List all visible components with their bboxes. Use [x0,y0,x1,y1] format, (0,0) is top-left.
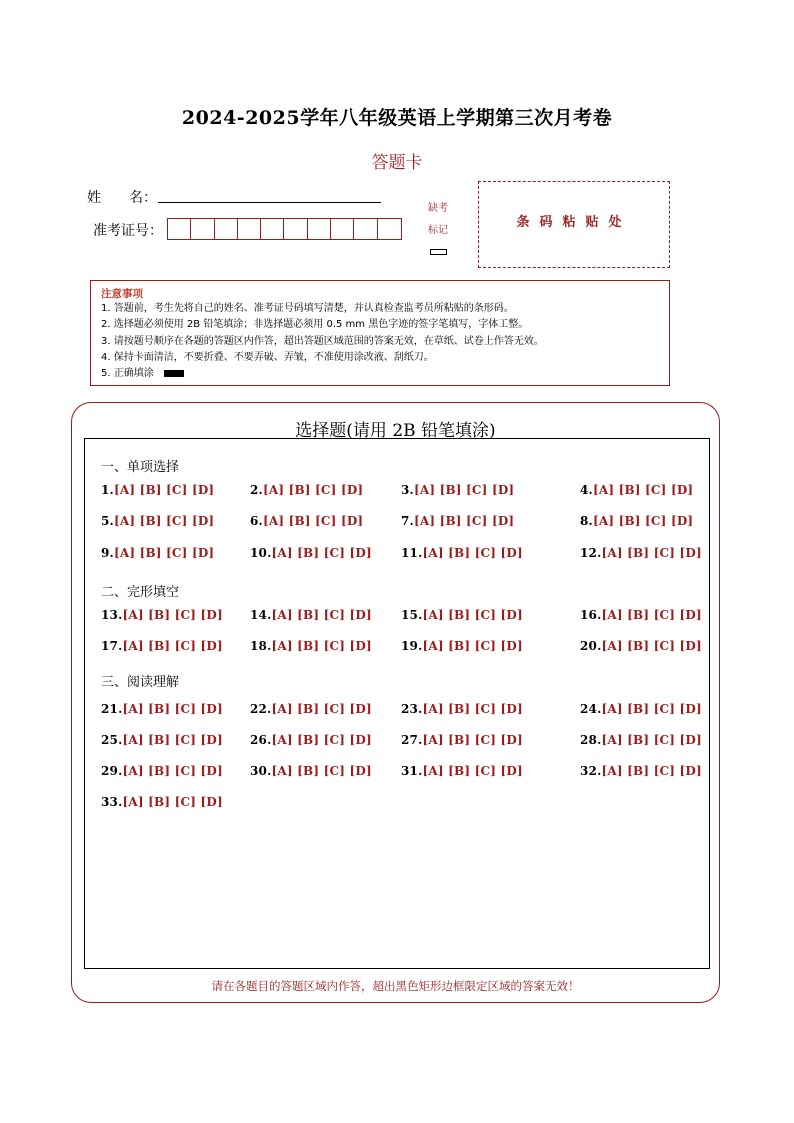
question-number: 5. [101,514,114,528]
question-item [401,546,523,560]
question-item [580,483,693,497]
answer-options[interactable]: [A] [B] [C] [D] [422,733,523,747]
answer-options[interactable]: [A] [B] [C] [D] [601,639,702,653]
question-item [580,546,702,560]
answer-options[interactable]: [A] [B] [C] [D] [422,546,523,560]
answer-options[interactable]: [A] [B] [C] [D] [592,514,694,528]
question-number: 11. [401,546,423,560]
question-number: 33. [101,795,123,809]
notice-title: 注意事项 [101,288,143,300]
absent-mark-label [420,198,456,242]
answer-options[interactable]: [A] [B] [C] [D] [113,546,215,560]
absent-label-line-1: 缺考 [428,203,448,214]
exam-id-digit-box[interactable] [354,219,377,239]
answer-options[interactable]: [A] [B] [C] [D] [413,514,515,528]
question-item [401,514,514,528]
notice-item: 4. 保持卡面清洁，不要折叠、不要弄破、弄皱，不准使用涂改液、刮纸刀。 [101,351,434,363]
answer-options[interactable]: [A] [B] [C] [D] [601,702,702,716]
question-item [250,546,372,560]
answer-options[interactable]: [A] [B] [C] [D] [122,795,223,809]
page-title: 2024-2025学年八年级英语上学期第三次月考卷 [181,107,613,129]
question-item [101,514,214,528]
question-item [250,639,372,653]
answer-options[interactable]: [A] [B] [C] [D] [422,702,523,716]
question-item [101,608,223,622]
question-item [401,764,523,778]
answer-options[interactable]: [A] [B] [C] [D] [601,764,702,778]
absent-mark-box[interactable] [430,249,447,255]
question-item [580,608,702,622]
answer-options[interactable]: [A] [B] [C] [D] [122,764,223,778]
question-item [101,795,223,809]
question-item [401,639,523,653]
question-item [250,483,363,497]
question-number: 15. [401,608,423,622]
name-label: 姓 名： [87,190,157,206]
exam-id-digit-box[interactable] [168,219,191,239]
question-number: 14. [250,608,272,622]
question-number: 31. [401,764,423,778]
question-item [101,546,214,560]
answer-options[interactable]: [A] [B] [C] [D] [271,546,372,560]
notice-item: 2. 选择题必须使用 2B 铅笔填涂；非选择题必须用 0.5 mm 黑色字迹的签字笔填写，字体工整。 [101,319,529,331]
question-number: 16. [580,608,602,622]
answer-options[interactable]: [A] [B] [C] [D] [601,608,702,622]
question-item [101,764,223,778]
answer-options[interactable]: [A] [B] [C] [D] [122,639,223,653]
question-number: 8. [580,514,593,528]
question-item [580,764,702,778]
question-number: 17. [101,639,123,653]
exam-id-boxes [167,218,402,240]
question-item [250,608,372,622]
notice-item-text: 5. 正确填涂 [101,368,154,380]
question-number: 18. [250,639,272,653]
footer-warning: 请在各题目的答题区域内作答，超出黑色矩形边框限定区域的答案无效！ [211,979,580,993]
question-number: 13. [101,608,123,622]
answer-options[interactable]: [A] [B] [C] [D] [422,639,523,653]
question-number: 32. [580,764,602,778]
answer-options[interactable]: [A] [B] [C] [D] [271,733,372,747]
question-number: 30. [250,764,272,778]
question-number: 22. [250,702,272,716]
barcode-label: 条码粘贴处 [516,215,632,230]
answer-options[interactable]: [A] [B] [C] [D] [122,608,223,622]
answer-options[interactable]: [A] [B] [C] [D] [271,764,372,778]
question-item [101,702,223,716]
answer-options[interactable]: [A] [B] [C] [D] [113,514,215,528]
answer-options[interactable]: [A] [B] [C] [D] [122,733,223,747]
absent-label-line-2: 标记 [428,225,448,236]
question-item [250,514,363,528]
part-title: 二、完形填空 [101,585,180,600]
question-item [250,733,372,747]
exam-id-digit-box[interactable] [284,219,307,239]
question-number: 26. [250,733,272,747]
question-item [401,702,523,716]
answer-options[interactable]: [A] [B] [C] [D] [601,546,702,560]
exam-id-digit-box[interactable] [238,219,261,239]
choice-section-title: 选择题(请用 2B 铅笔填涂) [295,421,496,441]
answer-options[interactable]: [A] [B] [C] [D] [422,764,523,778]
question-number: 3. [401,483,414,497]
question-number: 23. [401,702,423,716]
question-number: 19. [401,639,423,653]
exam-id-digit-box[interactable] [308,219,331,239]
fill-sample-mark [164,370,184,377]
question-item [580,514,693,528]
answer-options[interactable]: [A] [B] [C] [D] [413,483,515,497]
answer-options[interactable]: [A] [B] [C] [D] [271,639,372,653]
question-item [401,733,523,747]
question-item [101,639,223,653]
name-field[interactable] [158,202,381,203]
question-number: 25. [101,733,123,747]
exam-id-label: 准考证号： [93,223,163,239]
question-number: 1. [101,483,114,497]
page-subtitle: 答题卡 [371,153,423,173]
question-number: 20. [580,639,602,653]
question-number: 2. [250,483,263,497]
question-number: 21. [101,702,123,716]
barcode-area [478,181,670,268]
question-item [250,764,372,778]
question-item [250,702,372,716]
answer-options[interactable]: [A] [B] [C] [D] [113,483,215,497]
question-number: 24. [580,702,602,716]
notice-item [101,366,669,382]
answer-options[interactable]: [A] [B] [C] [D] [262,514,364,528]
answer-options[interactable]: [A] [B] [C] [D] [271,702,372,716]
part-title: 一、单项选择 [101,460,180,475]
question-item [580,733,702,747]
notice-item: 1. 答题前，考生先将自己的姓名、准考证号码填写清楚，并认真检查监考员所粘贴的条形码。 [101,303,514,314]
question-number: 12. [580,546,602,560]
question-item [101,483,214,497]
exam-id-digit-box[interactable] [191,219,214,239]
question-item [580,702,702,716]
notice-box [90,280,670,386]
question-number: 7. [401,514,414,528]
question-number: 9. [101,546,114,560]
answer-options[interactable]: [A] [B] [C] [D] [422,608,523,622]
part-title: 三、阅读理解 [101,675,180,690]
answer-options[interactable]: [A] [B] [C] [D] [262,483,364,497]
question-number: 29. [101,764,123,778]
answer-options[interactable]: [A] [B] [C] [D] [601,733,702,747]
question-number: 10. [250,546,272,560]
question-item [401,483,514,497]
question-item [580,639,702,653]
exam-id-digit-box[interactable] [261,219,284,239]
question-item [401,608,523,622]
notice-item: 3. 请按题号顺序在各题的答题区内作答，超出答题区域范围的答案无效，在草纸、试卷上作答无效。 [101,335,544,347]
question-number: 28. [580,733,602,747]
answer-options[interactable]: [A] [B] [C] [D] [122,702,223,716]
answer-options[interactable]: [A] [B] [C] [D] [271,608,372,622]
question-number: 27. [401,733,423,747]
exam-id-digit-box[interactable] [331,219,354,239]
question-number: 4. [580,483,593,497]
question-item [101,733,223,747]
question-number: 6. [250,514,263,528]
exam-id-digit-box[interactable] [378,219,401,239]
answer-options[interactable]: [A] [B] [C] [D] [592,483,694,497]
exam-id-digit-box[interactable] [215,219,238,239]
